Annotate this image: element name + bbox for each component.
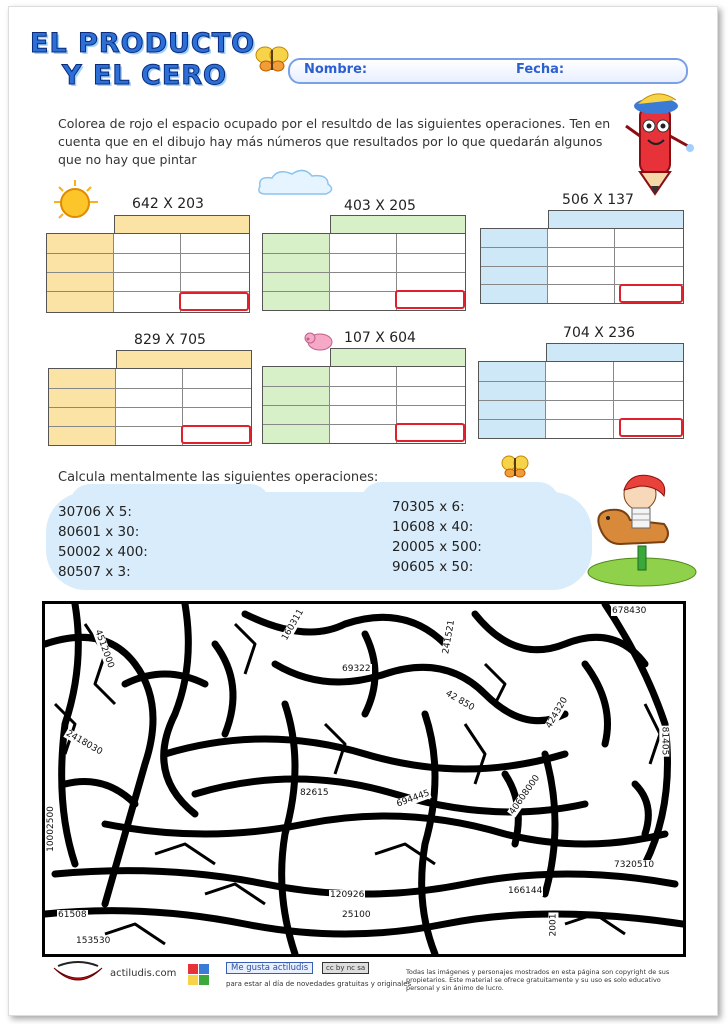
maze-number: 81405 (659, 726, 670, 756)
title-line-2: Y EL CERO (62, 60, 228, 91)
pencil-mascot-icon (618, 88, 696, 196)
grid-3-table[interactable] (480, 228, 684, 304)
grid-5-table[interactable] (262, 366, 466, 444)
maze-number: 2001 (548, 913, 559, 937)
date-label: Fecha: (516, 62, 565, 77)
grid-4-label: 829 X 705 (134, 332, 206, 348)
multiplication-grid-3 (480, 190, 684, 310)
cc-license-badge[interactable]: cc by nc sa (322, 962, 369, 974)
coloring-picture[interactable] (42, 601, 686, 957)
multiplication-grid-4 (48, 330, 252, 450)
name-date-bar[interactable] (288, 58, 688, 84)
grid-5-header-cell[interactable] (330, 348, 466, 367)
grid-5-result-box[interactable] (395, 423, 465, 442)
grid-2-header-cell[interactable] (330, 215, 466, 234)
mental-op: 90605 x 50: (392, 559, 474, 575)
maze-number: 424320 (544, 695, 571, 731)
grid-1-header-cell[interactable] (114, 215, 250, 234)
grid-3-header-cell[interactable] (548, 210, 684, 229)
maze-number: 82615 (300, 788, 329, 798)
actiludis-logo-icon (50, 958, 106, 986)
like-badge[interactable]: Me gusta actiludis (226, 962, 313, 974)
mental-op: 10608 x 40: (392, 519, 474, 535)
grid-6-result-box[interactable] (619, 418, 683, 437)
grid-2-table[interactable] (262, 233, 466, 311)
butterfly-small-icon (500, 454, 530, 480)
instructions-text: Colorea de rojo el espacio ocupado por el resultdo de las siguientes operaciones. Ten en cuenta que en el dibujo hay más números que resultados por lo que quedarán algunos que no hay que pintar (58, 116, 611, 167)
maze-number: 69322 (342, 664, 371, 674)
footer-legal: Todas las imágenes y personajes mostrados en esta página son copyright de sus propietarios. Este material se ofrece gratuitamente y su uso es solo educativo personal y sin ánimo de lucro. (406, 968, 670, 992)
mental-op: 80601 x 30: (58, 524, 140, 540)
mental-ops-right (392, 498, 482, 578)
grid-4-result-box[interactable] (181, 425, 251, 444)
grid-6-table[interactable] (478, 361, 684, 439)
multiplication-grid-2 (262, 195, 466, 315)
maze-number: 61508 (58, 910, 87, 920)
maze-number: 153530 (76, 936, 111, 946)
grid-3-result-box[interactable] (619, 284, 683, 303)
maze-number: 2418030 (64, 728, 104, 758)
butterfly-icon (254, 44, 290, 74)
mental-ops-left (58, 503, 148, 583)
grid-3-label: 506 X 137 (562, 192, 634, 208)
grid-1-table[interactable] (46, 233, 250, 313)
maze-number: 40608000 (507, 773, 543, 817)
grid-5-label: 107 X 604 (344, 330, 416, 346)
grid-1-result-box[interactable] (179, 292, 249, 311)
grid-2-result-box[interactable] (395, 290, 465, 309)
cloud-icon (256, 168, 336, 198)
title-line-1: EL PRODUCTO (30, 28, 256, 59)
maze-number: 7320510 (614, 860, 655, 870)
mental-op: 80507 x 3: (58, 564, 131, 580)
maze-number: 166144 (508, 886, 543, 896)
like-badge-subtext: para estar al día de novedades gratuitas y originales (226, 980, 412, 988)
name-label: Nombre: (304, 62, 368, 77)
grid-6-header-cell[interactable] (546, 343, 684, 362)
mental-op: 50002 x 400: (58, 544, 148, 560)
footer-site[interactable]: actiludis.com (110, 968, 177, 979)
multiplication-grid-6 (478, 323, 684, 443)
girl-rocking-horse-icon (580, 472, 698, 590)
maze-number: 42 850 (443, 688, 476, 714)
maze-number: 694445 (395, 788, 432, 810)
mental-calc-heading: Calcula mentalmente las siguientes operaciones: (58, 470, 379, 485)
coloring-picture-lines (45, 604, 683, 954)
grid-4-header-cell[interactable] (116, 350, 252, 369)
colorful-logo-icon (186, 962, 212, 986)
grid-6-label: 704 X 236 (563, 325, 635, 341)
mental-op: 30706 X 5: (58, 504, 132, 520)
grid-2-label: 403 X 205 (344, 198, 416, 214)
maze-number: 678430 (612, 606, 647, 616)
grid-4-table[interactable] (48, 368, 252, 446)
maze-number: 120926 (330, 890, 365, 900)
maze-number: 10002500 (45, 806, 56, 852)
maze-number: 241521 (441, 619, 458, 655)
multiplication-grid-5 (262, 328, 466, 448)
maze-number: 4512000 (92, 628, 116, 670)
maze-number: 25100 (342, 910, 371, 920)
multiplication-grid-1 (46, 193, 250, 313)
grid-1-label: 642 X 203 (132, 196, 204, 212)
mental-op: 20005 x 500: (392, 539, 482, 555)
mental-op: 70305 x 6: (392, 499, 465, 515)
maze-number: 160311 (280, 607, 307, 643)
